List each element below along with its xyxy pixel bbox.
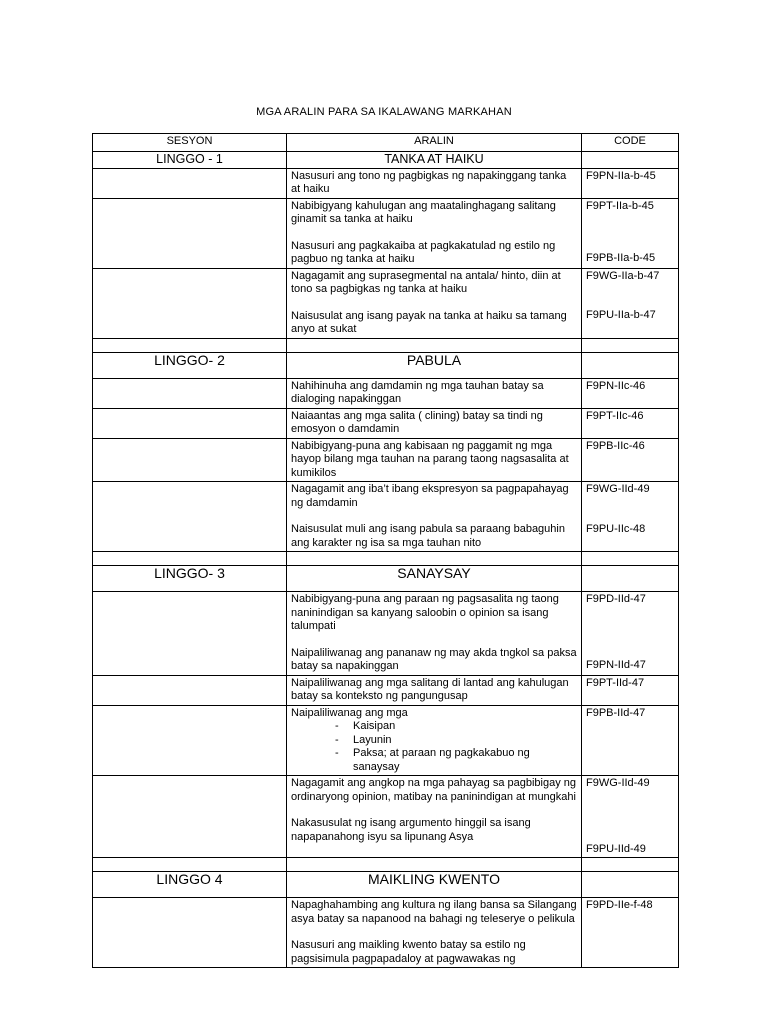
week-label: LINGGO - 1 [93, 152, 287, 169]
lesson-code: F9WG-IId-49 [586, 777, 650, 789]
lesson-code: F9PU-IIa-b-47 [586, 309, 656, 321]
bullet-text: Paksa; at paraan ng pagkakabuo ng sanaysay [353, 747, 530, 773]
lesson-text: Naipaliliwanag ang pananaw ng may akda tngkol sa paksa batay sa napakinggan [291, 646, 577, 672]
lesson-text: Naiaantas ang mga salita ( clining) batay sa tindi ng emosyon o damdamin [287, 408, 582, 438]
lesson-code: F9PB-IIa-b-45 [586, 252, 656, 264]
lesson-text: Naipaliliwanag ang mga [291, 706, 408, 719]
lesson-text: Nabibigyang kahulugan ang maatalinghagang salitang ginamit sa tanka at haiku [291, 199, 556, 225]
lesson-text-cell [287, 198, 582, 268]
lesson-text: Nagagamit ang angkop na mga pahayag sa pagbibigay ng ordinaryong opinion, matibay na paninindigan at mungkahi [291, 777, 576, 803]
lesson-code: F9WG-IId-49 [586, 483, 650, 495]
lesson-text-cell [287, 776, 582, 858]
bullet-text: Layunin [353, 733, 392, 746]
lesson-code: F9PN-IIa-b-45 [582, 168, 679, 198]
lesson-code: F9PU-IId-49 [586, 842, 646, 855]
bullet-list [291, 720, 577, 774]
lesson-code: F9PN-IIc-46 [582, 378, 679, 408]
spacer-row [93, 338, 679, 352]
list-item [291, 747, 577, 774]
table-row [93, 408, 679, 438]
lesson-text-cell [287, 705, 582, 776]
lesson-text: Nabibigyang-puna ang paraan ng pagsasalita ng taong naninindigan sa kanyang saloobin o opinion sa isang talumpati [291, 593, 559, 632]
document-title: MGA ARALIN PARA SA IKALAWANG MARKAHAN [256, 106, 512, 118]
table-row [93, 898, 679, 968]
lesson-code: F9WG-IIa-b-47 [586, 269, 660, 282]
week-row [93, 566, 679, 592]
week-row [93, 872, 679, 898]
lesson-text: Nabibigyang-puna ang kabisaan ng paggamit ng mga hayop bilang mga tauhan na parang taong nagsasalita at kumikilos [287, 438, 582, 482]
lesson-text: Nasusuri ang maikling kwento batay sa estilo ng pagsisimula pagpapadaloy at pagwawakas ng [291, 939, 526, 965]
topic-title: MAIKLING KWENTO [287, 872, 582, 898]
header-code: CODE [582, 134, 679, 152]
table-row [93, 705, 679, 776]
lesson-code-cell [582, 592, 679, 676]
lesson-table [92, 133, 679, 968]
spacer-row [93, 552, 679, 566]
lesson-text: Nasusuri ang pagkakaiba at pagkakatulad ng estilo ng pagbuo ng tanka at haiku [291, 239, 556, 265]
lesson-code: F9PT-IIa-b-45 [586, 199, 654, 212]
lesson-code: F9PD-IId-47 [586, 593, 646, 605]
lesson-code: F9PT-IIc-46 [582, 408, 679, 438]
week-row [93, 352, 679, 378]
spacer-row [93, 858, 679, 872]
list-item [291, 720, 577, 734]
lesson-text-cell [287, 482, 582, 552]
lesson-text: Naisusulat muli ang isang pabula sa paraang babaguhin ang karakter ng isa sa mga tauhan nito [291, 523, 565, 549]
table-row [93, 438, 679, 482]
lesson-text-cell [287, 592, 582, 676]
lesson-code-cell [582, 198, 679, 268]
week-label: LINGGO- 3 [93, 566, 287, 592]
lesson-text: Nagagamit ang suprasegmental na antala/ hinto, diin at tono sa pagbigkas ng tanka at haiku [291, 269, 561, 295]
table-row [93, 776, 679, 858]
topic-title: PABULA [287, 352, 582, 378]
lesson-text: Nagagamit ang iba’t ibang ekspresyon sa pagpapahayag ng damdamin [291, 483, 569, 509]
week-label: LINGGO- 2 [93, 352, 287, 378]
lesson-code: F9PT-IId-47 [582, 675, 679, 705]
lesson-text: Napaghahambing ang kultura ng ilang bansa sa Silangang asya batay sa napanood na bahagi ng teleserye o pelikula [291, 899, 577, 925]
list-item [291, 734, 577, 748]
table-row [93, 168, 679, 198]
lesson-code: F9PN-IId-47 [586, 658, 646, 671]
week-row [93, 152, 679, 169]
lesson-text-cell [287, 268, 582, 338]
lesson-text: Nahihinuha ang damdamin ng mga tauhan batay sa dialoging napakinggan [287, 378, 582, 408]
table-row [93, 198, 679, 268]
lesson-code: F9PD-IIe-f-48 [582, 898, 679, 968]
table-row [93, 675, 679, 705]
lesson-text: Naisusulat ang isang payak na tanka at haiku sa tamang anyo at sukat [291, 309, 567, 335]
topic-title: SANAYSAY [287, 566, 582, 592]
lesson-code-cell [582, 482, 679, 552]
lesson-text: Naipaliliwanag ang mga salitang di lantad ang kahulugan batay sa konteksto ng pangungusap [287, 675, 582, 705]
lesson-code: F9PU-IIc-48 [586, 522, 646, 535]
table-row [93, 378, 679, 408]
header-sesyon: SESYON [93, 134, 287, 152]
lesson-code: F9PB-IId-47 [582, 705, 679, 776]
table-row [93, 482, 679, 552]
header-row [93, 134, 679, 152]
lesson-text: Nasusuri ang tono ng pagbigkas ng napakinggang tanka at haiku [287, 168, 582, 198]
lesson-text: Nakasusulat ng isang argumento hinggil sa isang napapanahong isyu sa lipunang Asya [291, 817, 531, 843]
lesson-code-cell [582, 776, 679, 858]
code-cell [582, 152, 679, 169]
bullet-dash: - [335, 747, 339, 759]
lesson-code-cell [582, 268, 679, 338]
week-label: LINGGO 4 [93, 872, 287, 898]
table-row [93, 268, 679, 338]
bullet-text: Kaisipan [353, 720, 396, 732]
header-aralin: ARALIN [287, 134, 582, 152]
lesson-text-cell [287, 898, 582, 968]
topic-title: TANKA AT HAIKU [287, 152, 582, 169]
bullet-dash: - [335, 733, 339, 746]
lesson-code: F9PB-IIc-46 [582, 438, 679, 482]
table-row [93, 592, 679, 676]
bullet-dash: - [335, 720, 339, 732]
